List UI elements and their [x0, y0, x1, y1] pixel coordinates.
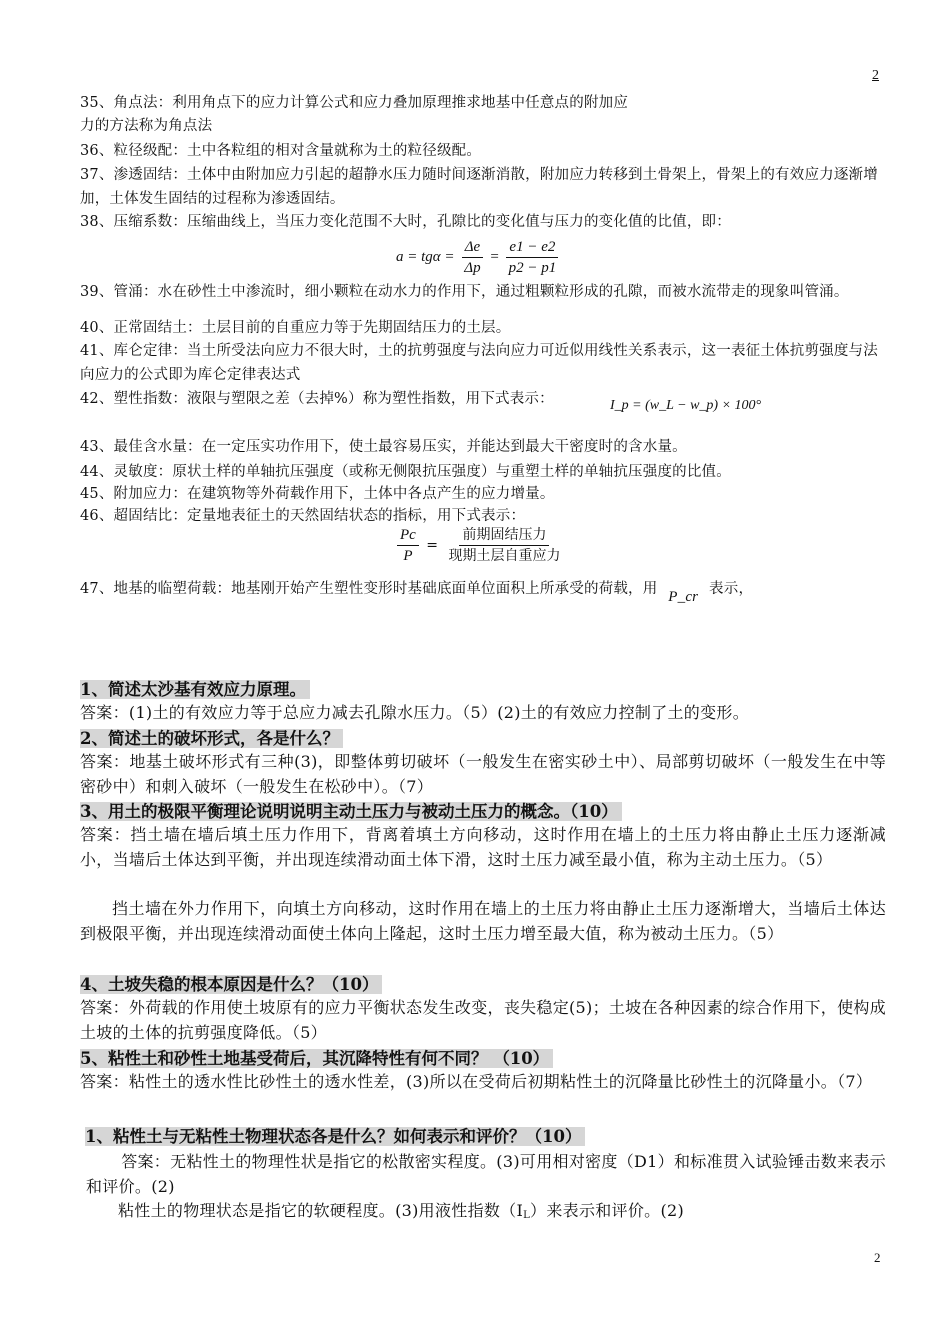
answer-3-paragraph-2: 挡土墙在外力作用下，向填土方向移动，这时作用在墙上的土压力将由静止土压力逐渐增大，当墙后土体达到极限平衡，并出现连续滑动面使土体向上隆起，这时土压力增至最大值，称为被动土压力。（5）: [80, 899, 886, 943]
question-3-title: 3、用土的极限平衡理论说明说明主动土压力与被动土压力的概念。（10）: [80, 799, 890, 824]
definition-43: 43、最佳含水量：在一定压实功作用下，使土最容易压实，并能达到最大干密度时的含水量。: [80, 439, 687, 455]
critical-load-symbol: P_cr: [668, 589, 699, 605]
definition-40: 40、正常固结土：土层目前的自重应力等于先期固结压力的土层。: [80, 320, 511, 336]
definition-36: 36、粒径级配：土中各粒组的相对含量就称为土的粒径级配。: [80, 143, 482, 159]
fraction-numerator: Pc: [397, 526, 419, 546]
overconsolidation-ratio-formula: [394, 526, 566, 565]
question-6-title: 1、粘性土与无粘性土物理状态各是什么？如何表示和评价？（10）: [85, 1124, 895, 1149]
formula-equals: =: [490, 248, 499, 265]
definition-42: 42、塑性指数：液限与塑限之差（去掉%）称为塑性指数，用下式表示：: [80, 391, 554, 407]
answer-6: 答案：无粘性土的物理性状是指它的松散密实程度。(3)可用相对密度（D1）和标准贯入试验锤击数来表示和评价。(2): [86, 1152, 886, 1196]
formula-equals: =: [426, 537, 439, 554]
fraction-ep: [506, 238, 560, 277]
definition-47: [80, 578, 890, 605]
definition-41: 41、库仑定律：当土所受法向应力不很大时，土的抗剪强度与法向应力可近似用线性关系表示，这一表征土体抗剪强度与法向应力的公式即为库仑定律表达式: [80, 343, 878, 383]
answer-6-paragraph-2: 粘性土的物理状态是指它的软硬程度。(3)用液性指数$(I_L)$来表示和评价。(2): [118, 1201, 685, 1221]
question-4-title: 4、土坡失稳的根本原因是什么？（10）: [80, 972, 890, 997]
answer-2: 答案：地基土破坏形式有三种(3)，即整体剪切破坏（一般发生在密实砂土中）、局部剪切破坏（一般发生在中等密砂中）和刺入破坏（一般发生在松砂中）。（7）: [80, 752, 886, 796]
page-number-bottom: 2: [874, 1250, 881, 1265]
fraction-numerator: Δe: [462, 238, 483, 258]
fraction-denominator: P: [403, 548, 413, 564]
formula-lhs: a = tgα =: [396, 248, 455, 265]
compression-coefficient-formula: [396, 238, 562, 277]
definition-45: 45、附加应力：在建筑物等外荷载作用下，土体中各点产生的应力增量。: [80, 486, 555, 502]
page-number-top: 2: [872, 68, 879, 83]
definition-46: 46、超固结比：定量地表征土的天然固结状态的指标，用下式表示：: [80, 508, 526, 524]
question-1-title: 1、简述太沙基有效应力原理。: [80, 677, 890, 702]
definition-35: [80, 92, 890, 138]
answer-4: 答案：外荷载的作用使土坡原有的应力平衡状态发生改变，丧失稳定(5)；土坡在各种因素的综合作用下，使构成土坡的土体的抗剪强度降低。（5）: [80, 998, 886, 1042]
definition-35-line2: 力的方法称为角点法: [80, 118, 213, 134]
fraction-denominator: Δp: [464, 260, 481, 276]
fraction-delta: [461, 238, 483, 277]
fraction-denominator: 现期土层自重应力: [448, 548, 561, 564]
question-2-title: 2、简述土的破坏形式，各是什么？: [80, 726, 890, 751]
fraction-numerator: e1 − e2: [506, 238, 558, 258]
definition-47-text: 47、地基的临塑荷载：地基刚开始产生塑性变形时基础底面单位面积上所承受的荷载，用: [80, 581, 658, 597]
answer-1: 答案：(1)土的有效应力等于总应力减去孔隙水压力。（5）(2)土的有效应力控制了土的变形。: [80, 703, 750, 722]
definition-37: 37、渗透固结：土体中由附加应力引起的超静水压力随时间逐渐消散，附加应力转移到土骨架上，骨架上的有效应力逐渐增加，土体发生固结的过程称为渗透固结。: [80, 167, 878, 207]
question-5-title: 5、粘性土和砂性土地基受荷后，其沉降特性有何不同？ （10）: [80, 1046, 890, 1071]
answer-3: 答案：挡土墙在墙后填土压力作用下，背离着填土方向移动，这时作用在墙上的土压力将由静止土压力逐渐减小，当墙后土体达到平衡，并出现连续滑动面土体下滑，这时土压力减至最小值，称为主动土压力。（5）: [80, 825, 886, 869]
definition-47-tail: 表示，: [709, 581, 754, 597]
plasticity-index-formula: I_p = (w_L − w_p) × 100°: [610, 398, 762, 413]
definition-38: 38、压缩系数：压缩曲线上，当压力变化范围不大时，孔隙比的变化值与压力的变化值的比值，即：: [80, 214, 731, 230]
fraction-numerator: 前期固结压力: [459, 526, 549, 546]
definition-39: 39、管涌：水在砂性土中渗流时，细小颗粒在动水力的作用下，通过粗颗粒形成的孔隙，而被水流带走的现象叫管涌。: [80, 284, 849, 300]
definition-35-line1: 35、角点法：利用角点下的应力计算公式和应力叠加原理推求地基中任意点的附加应: [80, 95, 629, 111]
answer-5: 答案：粘性土的透水性比砂性土的透水性差，(3)所以在受荷后初期粘性土的沉降量比砂性土的沉降量小。（7）: [80, 1072, 873, 1091]
definition-44: 44、灵敏度：原状土样的单轴抗压强度（或称无侧限抗压强度）与重塑土样的单轴抗压强度的比值。: [80, 464, 731, 480]
fraction-denominator: p2 − p1: [508, 260, 557, 276]
fraction-pressure-ratio: [445, 526, 563, 565]
fraction-pc-p: [397, 526, 419, 565]
